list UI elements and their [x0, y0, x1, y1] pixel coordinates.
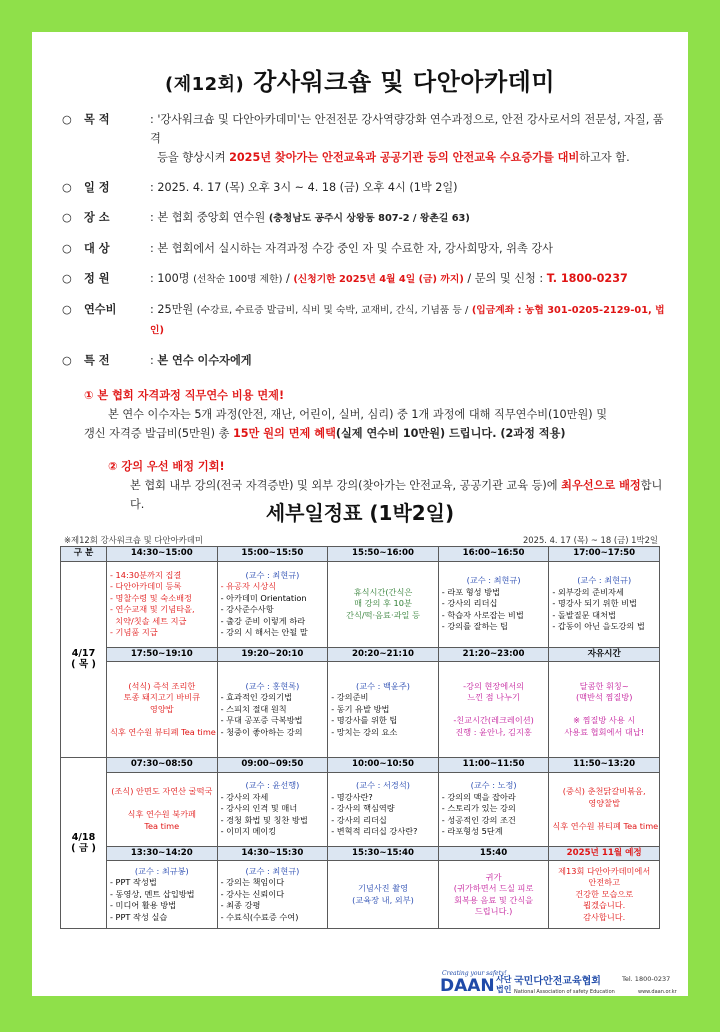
- cell-line: 식후 연수원 뷰티폐 Tea time: [110, 726, 216, 737]
- schedule-cell: [549, 861, 660, 929]
- cell-line: -친교시간(레크레이션): [453, 715, 534, 726]
- schedule-cell: [328, 662, 439, 758]
- footer-logo: [440, 968, 680, 994]
- time-cell: 07:30~08:50: [107, 758, 218, 773]
- time-cell: 11:50~13:20: [549, 758, 660, 773]
- schedule-cell: [107, 772, 218, 846]
- benefit-label: 특 전: [84, 354, 110, 367]
- benefit-2-highlight: 최우선으로 배정: [561, 479, 641, 492]
- cell-line: - 라포 형성 방법: [441, 586, 500, 597]
- place-value: 본 협회 중앙회 연수원: [157, 211, 266, 224]
- cell-line: (중식) 춘천닭갈비볶음,: [562, 786, 646, 796]
- cell-line: - 유공자 시상식: [220, 581, 277, 591]
- org-type-1: 사단: [496, 975, 512, 984]
- cell-line: [442, 704, 546, 716]
- cell-line: - 강의를 잘하는 팁: [441, 621, 508, 632]
- schedule-cell: [217, 561, 328, 647]
- time-cell: 14:30~15:00: [107, 547, 218, 562]
- target-row: ○ 대 상 : 본 협회에서 실시하는 자격과정 수강 중인 자 및 수료한 자, 강사희망자, 위촉 강사: [62, 239, 672, 258]
- time-cell: 15:30~15:40: [328, 846, 439, 861]
- cell-line: - 동기 유발 방법: [331, 703, 390, 714]
- schedule-cell: [549, 561, 660, 647]
- cell-line: - 강사의 인격 및 매너: [220, 803, 298, 814]
- benefit-2-num: ②: [108, 460, 118, 473]
- cell-line: - 강의는 책임이다: [220, 877, 285, 888]
- cell-line: (교수 : 윤선행): [245, 780, 300, 791]
- fee-row: ○ 연수비 : 25만원 (수강료, 수료증 발급비, 식비 및 숙박, 교재비, 간식, 기념품 등 / (입금계좌 : 농협 301-0205-2129-01, 법인): [62, 300, 672, 340]
- time-cell: 16:00~16:50: [438, 547, 549, 562]
- time-cell: 10:00~10:50: [328, 758, 439, 773]
- purpose-line2b: 하고자 함.: [579, 151, 630, 164]
- target-value: 본 협회에서 실시하는 자격과정 수강 중인 자 및 수료한 자, 강사희망자, 위촉 강사: [157, 242, 553, 255]
- cell-line: [552, 809, 656, 821]
- table-row: [61, 561, 660, 647]
- cell-line: 영양찰밥: [588, 797, 620, 808]
- cell-line: 사용료 협회에서 대납!: [564, 726, 645, 737]
- benefit-1: [84, 386, 672, 443]
- cell-line: - 갑동이 아닌 을도강의 법: [552, 621, 645, 632]
- benefit-1-line2b: (실제 연수비 10만원) 드립니다. (2과정 적용): [335, 427, 566, 440]
- circle-bullet-icon: ○: [62, 113, 72, 126]
- cell-line: 건강한 모습으로: [575, 888, 634, 899]
- cell-line: - 명강사 되기 위한 비법: [552, 598, 637, 609]
- circle-bullet-icon: ○: [62, 211, 72, 224]
- cell-line: (교수 : 노정): [470, 780, 517, 791]
- cell-line: - 변혁적 리더십 강사란?: [331, 826, 418, 837]
- benefit-1-highlight: 15만 원의 면제 혜택: [232, 427, 336, 440]
- cell-line: - 강사의 리더십: [331, 814, 387, 825]
- cell-line: 안전하고: [588, 877, 620, 888]
- target-label: 대 상: [84, 242, 110, 255]
- purpose-line2a: 등을 향상시켜: [157, 151, 226, 164]
- org-tel: Tel. 1800-0237: [622, 975, 671, 983]
- cell-line: (교수 : 최현규): [245, 569, 300, 580]
- cell-line: 토종 돼지고기 바비큐: [123, 692, 200, 703]
- table-row: [61, 861, 660, 929]
- place-row: ○ 장 소 : 본 협회 중앙회 연수원 (충청남도 공주시 상왕동 807-2 / 왕촌길 63): [62, 208, 672, 228]
- cell-line: - PPT 작성법: [110, 877, 157, 888]
- benefit-value: 본 연수 이수자에게: [157, 354, 252, 367]
- capacity-deadline: (신청기한 2025년 4월 4일 (금) 까지): [293, 274, 464, 285]
- benefit-row: ○ 특 전 : 본 연수 이수자에게: [62, 351, 672, 370]
- cell-line: (조식) 안면도 자연산 굴떡국: [111, 786, 213, 796]
- benefit-1-head: 본 협회 자격과정 직무연수 비용 면제!: [97, 389, 285, 402]
- cell-line: Tea time: [144, 820, 180, 831]
- cell-line: - 출강 준비 이렇게 하라: [220, 615, 306, 626]
- time-cell: 17:00~17:50: [549, 547, 660, 562]
- cell-line: (교육장 내, 외부): [352, 894, 414, 905]
- cell-line: (교수 : 백윤주): [356, 680, 410, 691]
- benefit-2-head: 강의 우선 배정 기회!: [121, 460, 225, 473]
- schedule-cell: [107, 561, 218, 647]
- benefit-1-num: ①: [84, 389, 94, 402]
- schedule-cell: [217, 861, 328, 929]
- cell-line: 치약/칫솔 세트 지급: [110, 615, 187, 626]
- time-cell: 15:00~15:50: [217, 547, 328, 562]
- fee-label: 연수비: [84, 303, 117, 316]
- cell-line: - 라포형성 5단계: [441, 826, 503, 837]
- schedule-right-meta: 2025. 4. 17 (목) ~ 18 (금) 1박2일: [522, 535, 658, 545]
- cell-line: 뵙겠습니다.: [583, 900, 626, 911]
- cell-line: (교수 : 최규봉): [134, 865, 189, 876]
- cell-line: 식후 연수원 뷰티폐 Tea time: [552, 820, 659, 831]
- day-label-1: 4/17 ( 목 ): [61, 561, 107, 758]
- table-row: [61, 662, 660, 758]
- section-header: 구 분: [61, 547, 107, 562]
- cell-line: - 14:30분까지 집결: [110, 569, 182, 580]
- cell-line: - 강사의 리더십: [441, 598, 498, 609]
- purpose-highlight: 2025년 찾아가는 안전교육과 공공기관 등의 안전교육 수요증가를 대비: [229, 151, 580, 164]
- table-row: [61, 772, 660, 846]
- cell-line: - 아카데미 Orientation: [220, 592, 307, 603]
- schedule-cell: [438, 861, 549, 929]
- table-header-row: [61, 846, 660, 861]
- cell-line: - 외부강의 준비자세: [552, 586, 624, 597]
- date-value: 2025. 4. 17 (목) 오후 3시 ~ 4. 18 (금) 오후 4시 (1박 2일): [157, 181, 458, 194]
- schedule-cell: [438, 662, 549, 758]
- cell-line: - 강사는 신뢰이다: [220, 888, 285, 899]
- schedule-cell: [438, 561, 549, 647]
- org-type-2: 법인: [496, 985, 512, 994]
- cell-line: - 명강사를 위한 팁: [331, 715, 398, 726]
- cell-line: - 연수교재 및 기념타올,: [110, 604, 195, 614]
- date-row: ○ 일 정 : 2025. 4. 17 (목) 오후 3시 ~ 4. 18 (금) 오후 4시 (1박 2일): [62, 178, 672, 197]
- cell-line: 드립니다.): [474, 906, 513, 916]
- schedule-cell: [549, 662, 660, 758]
- place-detail: (충청남도 공주시 상왕동 807-2 / 왕촌길 63): [268, 213, 470, 224]
- cell-line: 기념사진 촬영: [357, 883, 409, 893]
- fee-value: 25만원: [157, 303, 194, 316]
- fee-account: (입금계좌 : 농협 301-0205-2129-01, 법인): [150, 305, 665, 336]
- cell-line: 달콤한 휘칭~: [579, 680, 629, 691]
- org-eng: National Association of safety Education: [514, 989, 615, 995]
- circle-bullet-icon: ○: [62, 303, 72, 316]
- capacity-detail: (선착순 100명 제한): [193, 274, 283, 285]
- schedule-title: 세부일정표 (1박2일): [265, 501, 455, 525]
- cell-line: 간식/떡·음료·과일 등: [346, 609, 420, 620]
- place-label: 장 소: [84, 211, 110, 224]
- cell-line: - 이미지 메이킹: [220, 826, 277, 837]
- logo-text: DAAN: [440, 976, 495, 996]
- info-list: [62, 110, 672, 526]
- cell-line: - 효과적인 강의기법: [220, 692, 293, 703]
- cell-line: - 경청 화법 및 칭찬 방법: [220, 814, 308, 825]
- cell-line: (교수 : 서경석): [356, 780, 410, 791]
- time-cell: 14:30~15:30: [217, 846, 328, 861]
- cell-line: 제13회 다안아카데미에서: [558, 865, 651, 876]
- schedule-cell: [107, 662, 218, 758]
- cell-line: - 스피치 절대 원칙: [220, 703, 287, 714]
- cell-line: - 청중이 좋아하는 강의: [220, 726, 303, 737]
- day-label-2: 4/18 ( 금 ): [61, 758, 107, 929]
- circle-bullet-icon: ○: [62, 354, 72, 367]
- circle-bullet-icon: ○: [62, 181, 72, 194]
- schedule-left-meta: ※제12회 강사워크숍 및 다안아카데미: [64, 535, 203, 545]
- cell-line: ※ 찜질방 사용 시: [573, 715, 636, 726]
- circle-bullet-icon: ○: [62, 272, 72, 285]
- circle-bullet-icon: ○: [62, 242, 72, 255]
- time-cell: 19:20~20:10: [217, 647, 328, 662]
- cell-line: [110, 715, 214, 727]
- time-cell: 자유시간: [549, 647, 660, 662]
- time-cell: 2025년 11월 예정: [549, 846, 660, 861]
- contact-label: / 문의 및 신청 :: [467, 272, 544, 285]
- time-cell: 20:20~21:10: [328, 647, 439, 662]
- schedule-cell: [328, 772, 439, 846]
- time-cell: 15:50~16:00: [328, 547, 439, 562]
- purpose-label: 목 적: [84, 113, 110, 126]
- capacity-row: ○ 정 원 : 100명 (선착순 100명 제한) / (신청기한 2025년 4월 4일 (금) 까지) / 문의 및 신청 : T. 1800-0237: [62, 269, 672, 289]
- contact-phone: T. 1800-0237: [546, 272, 628, 285]
- cell-line: - 성공적인 강의 조건: [441, 814, 516, 825]
- cell-line: - 미디어 활용 방법: [110, 900, 177, 911]
- cell-line: - 명강사란?: [331, 791, 373, 802]
- title-main: 강사워크숍 및 다안아카데미: [253, 68, 556, 96]
- page-title: [32, 62, 688, 97]
- cell-line: 회복용 음료 및 간식을: [454, 894, 534, 905]
- schedule-cell: [217, 662, 328, 758]
- cell-line: (귀가하면서 드실 피로: [453, 883, 534, 893]
- time-cell: 17:50~19:10: [107, 647, 218, 662]
- cell-line: - 학습자 사로잡는 비법: [441, 609, 524, 620]
- cell-line: - 수료식(수료증 수여): [220, 911, 299, 922]
- cell-line: 휴식시간(간식은: [353, 586, 413, 597]
- time-cell: 11:00~11:50: [438, 758, 549, 773]
- table-header-row: [61, 547, 660, 562]
- schedule-cell: [328, 861, 439, 929]
- time-cell: 09:00~09:50: [217, 758, 328, 773]
- benefit-2-line1b: 합니다.: [130, 479, 663, 511]
- cell-line: (맥반석 찜질방): [575, 692, 633, 703]
- benefit-1-line1: 본 연수 이수자는 5개 과정(안전, 재난, 어린이, 실버, 심리) 중 1개 과정에 대해 직무연수비(10만원) 및: [108, 408, 607, 421]
- cell-line: - PPT 작성 실습: [110, 911, 168, 922]
- org-url: www.daan.or.kr: [638, 989, 677, 995]
- cell-line: - 동영상, 멘트 삽입방법: [110, 888, 195, 899]
- cell-line: (교수 : 최현규): [466, 575, 521, 586]
- schedule-cell: [438, 772, 549, 846]
- cell-line: - 최종 강평: [220, 900, 261, 911]
- cell-line: - 돌발질문 대처법: [552, 609, 616, 620]
- schedule-cell: [328, 561, 439, 647]
- cell-line: (교수 : 홍현록): [245, 680, 300, 691]
- schedule-cell: [549, 772, 660, 846]
- cell-line: - 강의 시 해서는 안될 말: [220, 627, 308, 637]
- cell-line: 매 강의 후 10분: [354, 598, 412, 609]
- time-cell: 13:30~14:20: [107, 846, 218, 861]
- schedule-cell: [107, 861, 218, 929]
- cell-line: - 스토리가 있는 강의: [441, 803, 516, 814]
- capacity-label: 정 원: [84, 272, 110, 285]
- logo-slogan: Creating your safety!: [442, 970, 507, 977]
- cell-line: - 강의의 맥을 잡아라: [441, 791, 516, 802]
- schedule-table: [60, 546, 660, 929]
- org-name: 국민다안전교육협회: [514, 976, 601, 987]
- cell-line: -강의 현장에서의: [463, 680, 525, 691]
- cell-line: - 강사의 자세: [220, 791, 269, 802]
- benefit-2-line1a: 본 협회 내부 강의(전국 자격증반) 및 외부 강의(찾아가는 안전교육, 공공기관 교육 등)에: [130, 479, 558, 492]
- capacity-value: 100명: [157, 272, 190, 285]
- date-label: 일 정: [84, 181, 110, 194]
- benefit-1-line2a: 갱신 자격증 발급비(5만원) 총: [84, 427, 230, 440]
- cell-line: (석식) 즉석 조리한: [128, 680, 196, 691]
- table-header-row: [61, 647, 660, 662]
- cell-line: 영양밥: [149, 703, 174, 714]
- cell-line: - 다안아카데미 등록: [110, 581, 182, 591]
- schedule-cell: [217, 772, 328, 846]
- cell-line: 진행 : 윤안나, 김지홍: [455, 726, 532, 737]
- time-cell: 21:20~23:00: [438, 647, 549, 662]
- cell-line: 감사합니다.: [583, 911, 626, 922]
- daan-logo-icon: [440, 968, 680, 996]
- cell-line: [552, 704, 656, 716]
- cell-line: - 망치는 강의 요소: [331, 726, 398, 737]
- cell-line: (교수 : 최현규): [245, 865, 300, 876]
- title-prefix: (제12회): [164, 74, 245, 95]
- cell-line: - 강사의 핵심역량: [331, 803, 395, 814]
- cell-line: - 기념품 지급: [110, 627, 158, 637]
- cell-line: [110, 798, 214, 810]
- cell-line: - 무대 공포증 극복방법: [220, 715, 303, 726]
- purpose-row: ○ 목 적 : '강사워크숍 및 다안아카데미'는 안전전문 강사역량강화 연수과정으로, 안전 강사로서의 전문성, 자질, 품격 등을 향상시켜 2025년 찾아가는 안전교육과 공공기관 등의 안전교육 수요증가를 대비하고자 함.: [62, 110, 672, 167]
- cell-line: 식후 연수원 북카페: [127, 809, 197, 819]
- fee-detail: (수강료, 수료증 발급비, 식비 및 숙박, 교재비, 간식, 기념품 등 /: [196, 305, 469, 316]
- time-cell: 15:40: [438, 846, 549, 861]
- purpose-line1: '강사워크숍 및 다안아카데미'는 안전전문 강사역량강화 연수과정으로, 안전 강사로서의 전문성, 자질, 품격: [150, 113, 664, 145]
- cell-line: - 명찰수령 및 숙소배정: [110, 592, 192, 603]
- table-header-row: [61, 758, 660, 773]
- cell-line: - 강의준비: [331, 692, 369, 703]
- cell-line: 귀가: [485, 871, 502, 882]
- document-page: [32, 32, 688, 996]
- cell-line: - 강사준수사항: [220, 604, 274, 614]
- cell-line: 느낀 점 나누기: [467, 692, 520, 703]
- cell-line: (교수 : 최현규): [577, 575, 632, 586]
